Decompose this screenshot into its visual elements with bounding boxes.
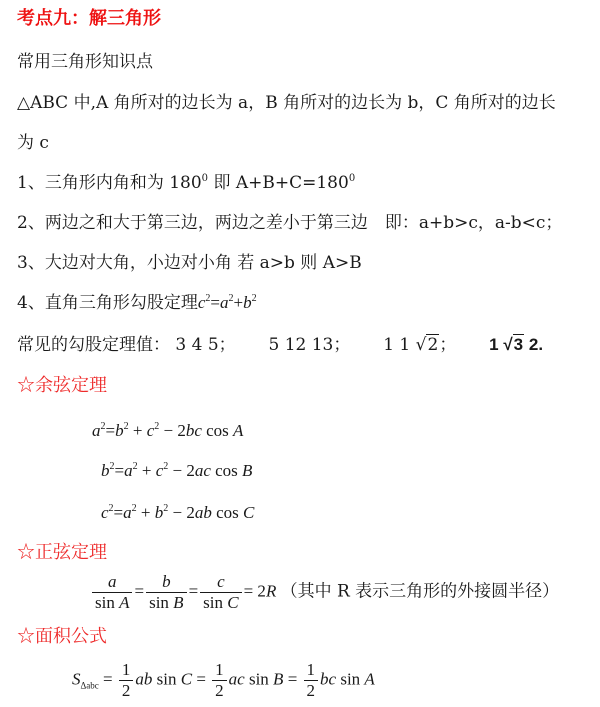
item-4-prefix: 4、直角三角形勾股定理 xyxy=(17,293,198,313)
sine-law-note: （其中 R 表示三角形的外接圆半径） xyxy=(280,581,560,602)
item-1-prefix: 1、三角形内角和为 180 xyxy=(17,173,202,193)
section-cosine-law: ☆余弦定理 xyxy=(17,375,107,396)
item-4 xyxy=(17,292,257,314)
cosine-formula-b: $b^2=a^2 + c^2 - 2ac$ cos B xyxy=(101,461,253,480)
triples-label: 常见的勾股定理值： xyxy=(17,335,170,355)
intro-line-1: △ABC 中,A 角所对的边长为 a，B 角所对的边长为 b，C 角所对的边长 xyxy=(17,93,556,113)
triple-2: 5 12 13； xyxy=(268,335,351,355)
section-sine-law: ☆正弦定理 xyxy=(17,542,107,563)
pythagorean-triples xyxy=(17,334,543,356)
item-1 xyxy=(17,172,355,194)
item-1-middle: 即 A+B+C=180 xyxy=(208,173,349,193)
area-formula: $S_{\Delta abc}$ = $\frac{1}{2}$ ab sin C = $\frac{1}{2}$ ac sin B = $\frac{1}{2}$ bc sin A xyxy=(72,660,375,700)
cosine-formula-a: $a^2=b^2 + c^2 - 2bc$ cos A xyxy=(92,421,244,440)
sqrt-icon: √3 xyxy=(503,335,524,354)
page-title: 考点九：解三角形 xyxy=(17,8,161,29)
section-area: ☆面积公式 xyxy=(17,626,107,647)
sqrt-icon: √2 xyxy=(415,335,439,355)
triple-3: 1 1 √2； xyxy=(383,335,457,355)
intro-line-2: 为 c xyxy=(17,133,49,153)
triple-1: 3 4 5； xyxy=(175,335,236,355)
item-1-degree-2: 0 xyxy=(348,173,356,184)
cosine-formula-c: $c^2=a^2 + b^2 - 2ab$ cos C xyxy=(101,503,255,522)
pythagorean-formula: $c^2=a^2+b^2$ xyxy=(197,293,257,312)
item-1-degree: 0 xyxy=(201,173,209,184)
sine-law-formula: $\frac{a}{\text{sin A}}$ = $\frac{b}{\text{sin B}}$ = $\frac{c}{\text{sin C}}$ = 2R （其中 R 表示三角形的外接圆半径） xyxy=(90,572,559,613)
subtitle: 常用三角形知识点 xyxy=(17,52,153,72)
item-3: 3、大边对大角，小边对小角 若 a>b 则 A>B xyxy=(17,253,362,273)
item-2: 2、两边之和大于第三边，两边之差小于第三边 即：a+b>c，a-b<c； xyxy=(17,213,563,233)
triple-4: 1 √3 2. xyxy=(489,335,544,354)
